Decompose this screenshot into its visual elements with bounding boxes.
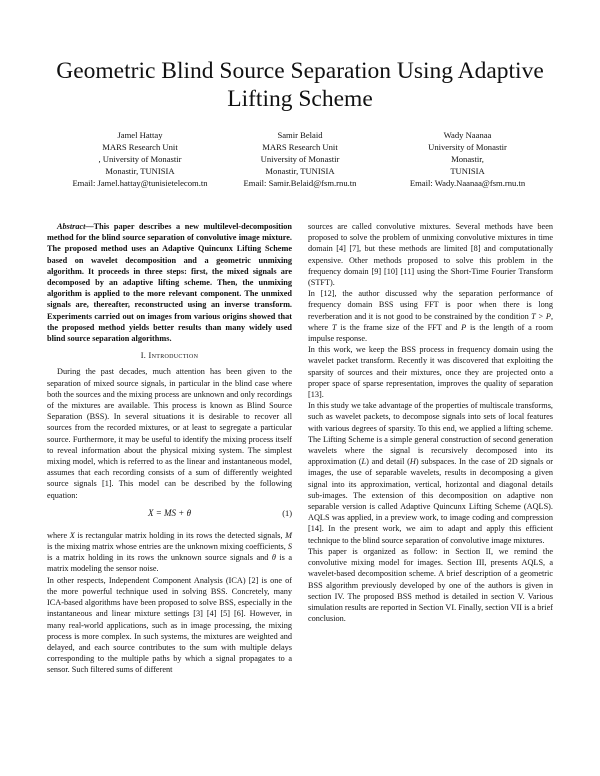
author-2 xyxy=(220,129,380,189)
abstract xyxy=(47,221,292,344)
math-symbol: X xyxy=(69,530,75,540)
author-email: Email: Samir.Belaid@fsm.rnu.tn xyxy=(243,178,357,189)
text-run: ) and detail ( xyxy=(366,457,410,467)
author-location: TUNISIA xyxy=(450,166,485,177)
abstract-text: —This paper describes a new multilevel-decomposition method for the blind source separation of convolutive image mixture. The proposed method uses an Adaptive Quincunx Lifting Scheme based on wavelet decomposition and a geometric unmixing algorithm. It proceeds in three steps: first, the mixed signals are decomposed by an adaptive lifting scheme. Then, the unmixing algorithm is applied to the more relevant component. The unmixed signals are, thereafter, reconstructed using an inverse transform. Experiments carried out on images from various origins showed that the proposed method yields better results than many widely used blind source separation algorithms. xyxy=(47,222,292,344)
text-run: In [12], the author discussed why the separation performance of frequency domain BSS using FFT is poor when there is long reverberation and it is not good to be constrained by the condition xyxy=(308,289,553,321)
intro-paragraph: During the past decades, much attention has been given to the separation of mixed source signals, in particular in the blind case where both the sources and the mixing process are unknown and only recordings of the mixtures are available. This process is known as Blind Source Separation (BSS). In several situations it is desirable to recover all sources from the recorded mixtures, or at least to segregate a particular source. Furthermore, it may be useful to identify the mixing process itself to reveal information about the physical mixing system. The simplest mixing model, which is referred to as the linear and instantaneous model, assumes that each recording consists of a sum of differently weighted source signals [1]. This model can be described by the following equation: xyxy=(47,367,292,500)
math-symbol: L xyxy=(361,457,367,467)
equation-1 xyxy=(47,508,292,522)
section-title: Introduction xyxy=(148,351,199,361)
equation-number: (1) xyxy=(282,508,292,518)
left-column xyxy=(47,221,292,676)
text-run: , where xyxy=(308,311,553,332)
author-name: Wady Naanaa xyxy=(443,130,492,140)
author-email: Email: Jamel.hattay@tunisietelecom.tn xyxy=(72,178,208,189)
author-affiliation: University of Monastir xyxy=(260,154,340,165)
author-affiliation: University of Monastir xyxy=(428,142,507,153)
section-numeral: I. xyxy=(140,351,147,361)
author-3 xyxy=(385,129,550,189)
text-run: is a matrix modeling the sensor noise. xyxy=(47,553,292,574)
author-name: Jamel Hattay xyxy=(117,130,163,140)
ica-paragraph: In other respects, Independent Component Analysis (ICA) [2] is one of the more powerful technique used in solving BSS. Concretely, many ICA-based algorithms have been proposed to solve BSS, especially in the instantaneous and linear mixture settings [3] [4] [5] [6]. However, in many real-world applications, such as in image processing, the mixing process is more complex. In such systems, the mixtures are weighted and delayed, and each source contributes to the sum with multiple delays corresponding to the multiple paths by which a signal propagates to a sensor. Such filtered sums of different xyxy=(47,575,292,675)
math-symbol: T > P xyxy=(531,311,551,321)
author-affiliation: MARS Research Unit xyxy=(262,142,338,153)
paper-title: Geometric Blind Source Separation Using Adaptive Lifting Scheme xyxy=(56,58,544,112)
math-symbol: M xyxy=(285,530,293,540)
math-symbol: S xyxy=(287,542,293,552)
author-affiliation: , University of Monastir xyxy=(98,154,182,165)
wavelet-packet-paragraph: In this work, we keep the BSS process in frequency domain using the wavelet packet transform. Recently it was discovered that exploiting the sparsity of sources and their mixtures, once they are projected onto a proper space of sparse representation, improves the quality of separation [13]. xyxy=(308,345,553,400)
lifting-scheme-paragraph xyxy=(308,400,553,546)
right-column xyxy=(308,221,553,624)
equation-explanation xyxy=(47,530,292,575)
text-run: ) subspaces. In the case of 2D signals or images, the use of separable wavelets, results in decomposing a given signal into its approximation, vertical, horizontal and diagonal details sub-images. The extension of this decomposition on adaptive non separable version is called Adaptive Quincunx Lifting Scheme (AQLS). AQLS was applied, in a preview work, to image coding and compression [14]. In the present work, we aim to adapt and apply this efficient technique to the blind source separation of convolutive image mixtures. xyxy=(308,457,553,545)
text-run: is rectangular matrix holding in its rows the detected signals, xyxy=(74,530,286,540)
author-location: Monastir, TUNISIA xyxy=(105,166,175,177)
math-symbol: P xyxy=(461,322,467,332)
section-heading-introduction xyxy=(47,350,292,361)
fft-paragraph xyxy=(308,288,553,344)
organization-paragraph: This paper is organized as follow: in Section II, we remind the convolutive mixing model for images. Section III, presents AQLS, a wavelet-based decomposition scheme. A brief description of a geometric BSS algorithm previously developed by one of the authors is given in section IV. The proposed BSS method is detailed in section V. Various simulation results are reported in Section VI. Finally, section VII is a brief conclusion. xyxy=(308,546,553,624)
author-block xyxy=(30,129,570,191)
author-location: Monastir, TUNISIA xyxy=(265,166,335,177)
author-email: Email: Wady.Naanaa@fsm.rnu.tn xyxy=(409,178,526,189)
author-location: Monastir, xyxy=(451,154,484,165)
math-symbol: T xyxy=(331,322,337,332)
text-run: is a matrix holding in its rows the unknown source signals and xyxy=(47,553,272,563)
text-run: In this study we take advantage of the properties of multiscale transforms, such as wavelet packets, to decompose signals into sets of local features with various degrees of sparsity. To this end, we applied a lifting scheme. The Lifting Scheme is a simple general construction of second generation wavelets where the signal is recursively decomposed into its approximation ( xyxy=(308,401,553,467)
text-run: where xyxy=(47,530,70,540)
author-name: Samir Belaid xyxy=(277,130,323,140)
text-run: is the mixing matrix whose entries are the unknown mixing coefficients, xyxy=(47,542,288,552)
convolutive-paragraph: sources are called convolutive mixtures. Several methods have been proposed to solve the problem of unmixing convolutive mixtures in time domain [4] [7], but these methods are limited [8] and computationally expensive. Other methods proposed to solve this problem in the frequency domain [9] [10] [11] using the Short-Time Fourier Transform (STFT). xyxy=(308,222,553,288)
author-1 xyxy=(60,129,220,189)
author-affiliation: MARS Research Unit xyxy=(102,142,178,153)
math-symbol: H xyxy=(409,457,416,467)
math-symbol: θ xyxy=(271,553,276,563)
abstract-label: Abstract xyxy=(57,222,86,231)
text-run: is the frame size of the FFT and xyxy=(336,322,462,332)
text-run: is the length of a room impulse response. xyxy=(308,322,553,344)
equation-expression: X = MS + θ xyxy=(147,507,192,518)
